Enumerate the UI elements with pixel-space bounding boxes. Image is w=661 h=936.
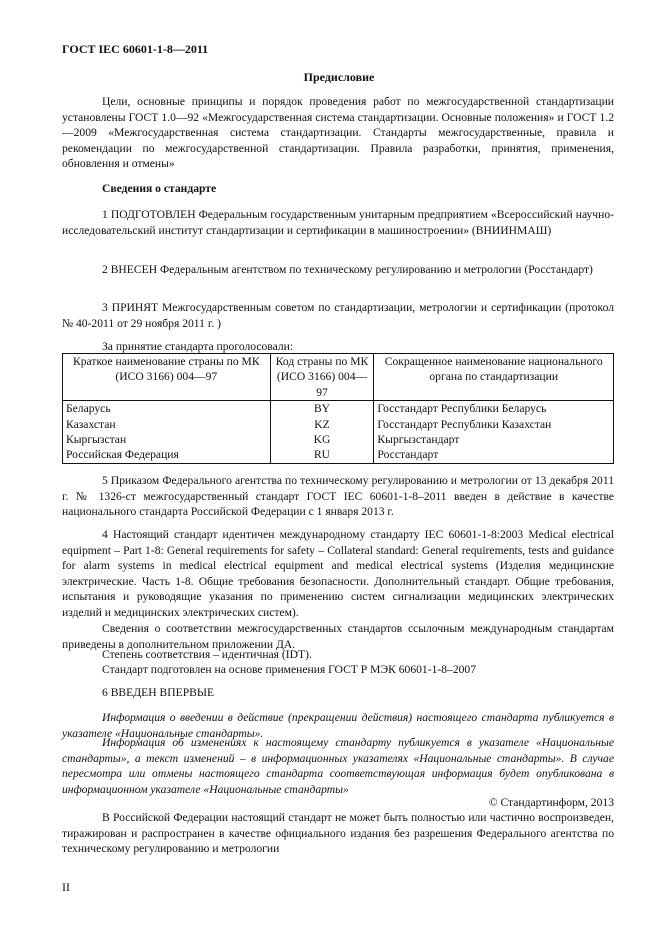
cell-country: Беларусь [63,401,271,417]
vote-caption: За принятие стандарта проголосовали: [102,340,294,353]
note-introduction-info: Информация о введении в действие (прекращении действия) настоящего стандарта публикуется в указателе «Национальные стандарты». [62,711,614,740]
table-header-row [63,354,614,401]
table-row [63,401,614,417]
preface-title: Предисловие [303,70,375,84]
item-4-identical: 4 Настоящий стандарт идентичен международному стандарту IEC 60601-1-8:2003 Medical electrical equipment – Part 1-8: General requirements for safety – Collateral standard: General requirements, tests and guidance for alarm systems in medical electrical equipment and medical electrical systems (Изделия медицинские электрические. Часть 1-8. Общие требования безопасности. Дополнительный стандарт. Общие требования, испытания и руководящие указания по применению систем сигнализации медицинских электрических изделий и медицинских электрических систем). [62,528,614,619]
item-6-introduced: 6 ВВЕДЕН ВПЕРВЫЕ [102,686,215,699]
cell-body: Кыргызстандарт [374,432,614,447]
header-country: Краткое наименование страны по МК (ИСО 3166) 004—97 [63,354,271,401]
table-row [63,447,614,463]
header-code: Код страны по МК (ИСО 3166) 004—97 [270,354,374,401]
item-3-adopted: 3 ПРИНЯТ Межгосударственным советом по стандартизации, метрологии и сертификации (протокол № 40-2011 от 29 ноября 2011 г. ) [62,301,614,330]
header-body: Сокращенное наименование национального органа по стандартизации [374,354,614,401]
item-4-references: Сведения о соответствии межгосударственных стандартов ссылочным международным стандартам приведены в дополнительном приложении ДА. [62,622,614,651]
copyright: © Стандартинформ, 2013 [488,796,614,809]
table-row [63,432,614,447]
item-2-submitted: 2 ВНЕСЕН Федеральным агентством по техническому регулированию и метрологии (Росстандарт) [102,263,593,276]
cell-code: BY [270,401,374,417]
cell-country: Казахстан [63,417,271,432]
voting-countries-table [62,353,614,464]
cell-code: KG [270,432,374,447]
item-4-basis: Стандарт подготовлен на основе применения ГОСТ Р МЭК 60601-1-8–2007 [102,663,477,676]
item-1-prepared: 1 ПОДГОТОВЛЕН Федеральным государственным унитарным предприятием «Всероссийский научно-исследовательский институт стандартизации и сертификации в машиностроении» (ВНИИНМАШ) [62,208,614,237]
cell-country: Кыргызстан [63,432,271,447]
item-5-order: 5 Приказом Федерального агентства по техническому регулированию и метрологии от 13 декабря 2011 г. № 1326-ст межгосударственный стандарт ГОСТ IEC 60601-1-8–2011 введен в действие в качестве национального стандарта Российской Федерации с 1 января 2013 г. [62,474,614,519]
preface-intro: Цели, основные принципы и порядок проведения работ по межгосударственной стандартизации установлены ГОСТ 1.0—92 «Межгосударственная система стандартизации. Основные положения» и ГОСТ 1.2—2009 «Межгосударственная система стандартизации. Стандарты межгосударственные, правила и рекомендации по межгосударственной стандартизации. Правила разработки, принятия, применения, обновления и отмены» [62,95,614,171]
section-heading: Сведения о стандарте [102,182,217,195]
note-changes-info: Информация об изменениях к настоящему стандарту публикуется в указателе «Национальные стандарты», а текст изменений – в информационных указателях «Национальные стандарты». В случае пересмотра или отмены настоящего стандарта соответствующая информация будет опубликована в информационном указателе «Национальные стандарты» [62,736,614,796]
cell-code: RU [270,447,374,463]
table-row [63,417,614,432]
cell-body: Росстандарт [374,447,614,463]
cell-body: Госстандарт Республики Казахстан [374,417,614,432]
item-4-degree: Степень соответствия – идентичная (IDT). [102,648,312,661]
cell-body: Госстандарт Республики Беларусь [374,401,614,417]
cell-code: KZ [270,417,374,432]
page-number: II [62,880,70,894]
cell-country: Российская Федерация [63,447,271,463]
rights-notice: В Российской Федерации настоящий стандарт не может быть полностью или частично воспроизведен, тиражирован и распространен в качестве официального издания без разрешения Федерального агентства по техническому регулированию и метрологии [62,811,614,856]
running-header: ГОСТ IEC 60601-1-8—2011 [62,42,209,56]
